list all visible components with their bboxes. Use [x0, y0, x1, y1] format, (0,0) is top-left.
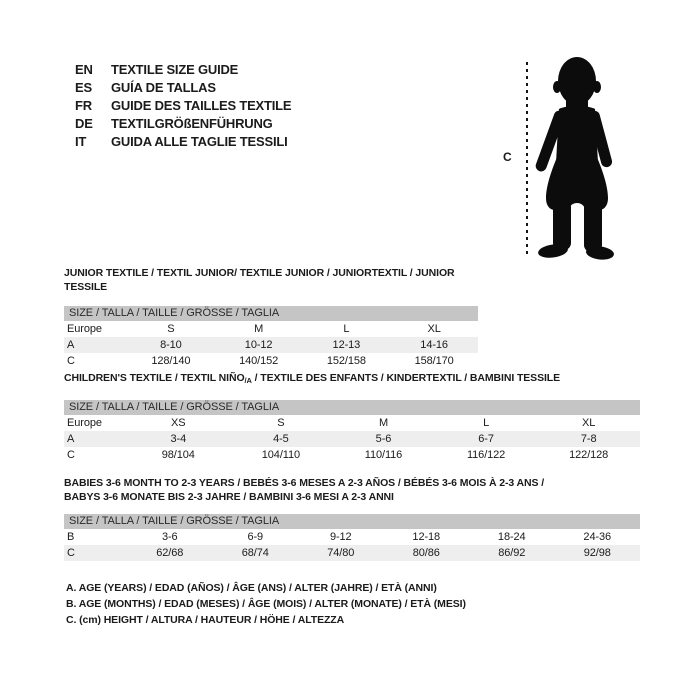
row-label: Europe [67, 323, 102, 335]
section-title [64, 266, 478, 294]
notes-list [66, 580, 466, 628]
table-cell: 5-6 [375, 433, 392, 445]
section-title-segment: BABIES 3-6 MONTH TO 2-3 YEARS / BEBÉS 3-6 MESES A 2-3 AÑOS / BÉBÉS 3-6 MOIS À 2-3 ANS / [64, 477, 545, 489]
table-cell: 7-8 [580, 433, 597, 445]
table-cell: S [277, 417, 285, 429]
table-row [64, 447, 640, 463]
table-cell: 14-16 [420, 339, 448, 351]
note-line: A. AGE (YEARS) / EDAD (AÑOS) / ÂGE (ANS) / ALTER (JAHRE) / ETÀ (ANNI) [66, 582, 437, 594]
table-cell: XS [171, 417, 186, 429]
language-code: DE [75, 116, 93, 131]
table-cell: 74/80 [327, 547, 355, 559]
size-table-header: SIZE / TALLA / TAILLE / GRÖSSE / TAGLIA [64, 514, 640, 529]
table-row [64, 545, 640, 561]
language-list [75, 61, 291, 151]
table-cell: XL [582, 417, 596, 429]
table-cell: 152/158 [326, 355, 366, 367]
language-label: GUIDE DES TAILLES TEXTILE [111, 98, 292, 113]
language-label: TEXTILE SIZE GUIDE [111, 62, 239, 77]
table-cell: 4-5 [273, 433, 289, 445]
language-row [75, 115, 291, 133]
language-code: ES [75, 80, 92, 95]
language-row [75, 133, 291, 151]
table-cell: 122/128 [569, 449, 609, 461]
section-title [64, 476, 640, 504]
table-cell: 24-36 [583, 531, 612, 543]
row-label: B [67, 531, 75, 543]
row-label: A [67, 339, 75, 351]
table-cell: 12-18 [412, 531, 441, 543]
table-row [64, 337, 478, 353]
note-line: B. AGE (MONTHS) / EDAD (MESES) / ÂGE (MOIS) / ALTER (MONATE) / ETÀ (MESI) [66, 598, 466, 610]
row-label: C [67, 449, 75, 461]
language-code: FR [75, 98, 92, 113]
section-junior-textile [64, 266, 478, 369]
table-cell: 98/104 [161, 449, 195, 461]
table-cell: L [483, 417, 490, 429]
section-title-line [64, 266, 478, 294]
size-table-body [64, 529, 640, 561]
table-cell: 80/86 [412, 547, 440, 559]
row-label: C [67, 547, 75, 559]
section-title-segment: /A [244, 376, 252, 385]
table-cell: 6-9 [247, 531, 264, 543]
section-title-line [64, 490, 640, 504]
section-title-segment: CHILDREN'S TEXTILE / TEXTIL NIÑO [64, 372, 245, 384]
size-table-body [64, 321, 478, 369]
table-cell: 140/152 [239, 355, 279, 367]
table-cell: 158/170 [414, 355, 454, 367]
section-title [64, 371, 640, 388]
baby-silhouette-icon [530, 55, 625, 260]
table-cell: 104/110 [261, 449, 301, 461]
language-row [75, 97, 291, 115]
row-label: C [67, 355, 75, 367]
table-cell: 68/74 [241, 547, 269, 559]
size-table [64, 514, 640, 561]
table-cell: 8-10 [160, 339, 182, 351]
height-measure-label: C [503, 150, 512, 164]
table-cell: 9-12 [329, 531, 352, 543]
language-label: TEXTILGRÖßENFÜHRUNG [111, 116, 273, 131]
note-line: C. (cm) HEIGHT / ALTURA / HAUTEUR / HÖHE / ALTEZZA [66, 614, 345, 626]
table-cell: 3-4 [170, 433, 187, 445]
table-cell: M [254, 323, 264, 335]
language-row [75, 61, 291, 79]
table-row [64, 529, 640, 545]
size-table-header: SIZE / TALLA / TAILLE / GRÖSSE / TAGLIA [64, 306, 478, 321]
table-cell: 128/140 [151, 355, 191, 367]
language-label: GUIDA ALLE TAGLIE TESSILI [111, 134, 288, 149]
section-title-segment: BABYS 3-6 MONATE BIS 2-3 JAHRE / BAMBINI 3-6 MESI A 2-3 ANNI [64, 491, 394, 503]
table-row [64, 415, 640, 431]
size-table [64, 306, 478, 369]
table-cell: XL [427, 323, 441, 335]
table-cell: M [378, 417, 389, 429]
table-cell: 3-6 [161, 531, 178, 543]
table-row [64, 353, 478, 369]
row-label: Europe [67, 417, 102, 429]
language-row [75, 79, 291, 97]
table-cell: 110/116 [364, 449, 403, 461]
table-cell: 12-13 [332, 339, 361, 351]
section-title-line [64, 371, 640, 388]
size-table [64, 400, 640, 463]
table-row [64, 321, 478, 337]
table-cell: 92/98 [583, 547, 611, 559]
table-cell: 10-12 [244, 339, 273, 351]
table-cell: 116/122 [466, 449, 506, 461]
section-title-line [64, 476, 640, 490]
row-label: A [67, 433, 75, 445]
height-measure-dashed-line [526, 62, 528, 258]
table-cell: 18-24 [497, 531, 526, 543]
section-title-segment: JUNIOR TEXTILE / TEXTIL JUNIOR/ TEXTILE JUNIOR / JUNIORTEXTIL / JUNIOR TESSILE [64, 267, 455, 293]
section-title-segment: / TEXTILE DES ENFANTS / KINDERTEXTIL / BAMBINI TESSILE [251, 372, 561, 384]
table-cell: 86/92 [498, 547, 526, 559]
section-childrens-textile [64, 371, 640, 463]
table-cell: 6-7 [478, 433, 494, 445]
section-babies-textile [64, 476, 640, 561]
table-row [64, 431, 640, 447]
table-cell: S [167, 323, 175, 335]
size-table-body [64, 415, 640, 463]
language-code: EN [75, 62, 93, 77]
table-cell: L [343, 323, 350, 335]
table-cell: 62/68 [156, 547, 184, 559]
language-label: GUÍA DE TALLAS [111, 80, 216, 95]
language-code: IT [75, 134, 87, 149]
size-table-header: SIZE / TALLA / TAILLE / GRÖSSE / TAGLIA [64, 400, 640, 415]
